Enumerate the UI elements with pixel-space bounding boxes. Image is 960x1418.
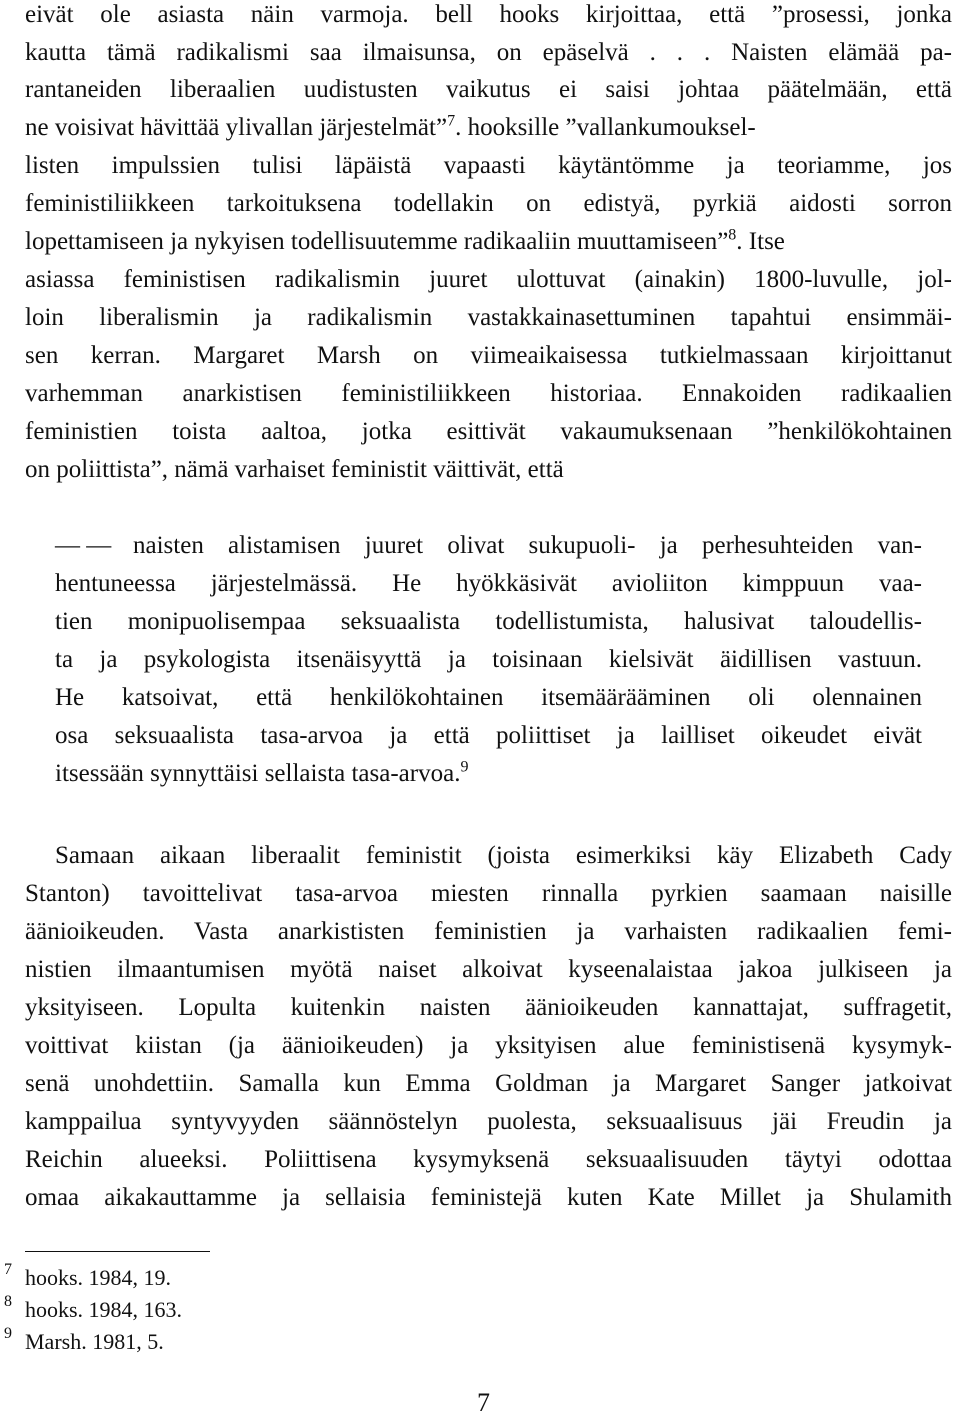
body-line: omaa aikakauttamme ja sellaisia feministejä kuten Kate Millet ja Shulamith: [25, 1184, 952, 1211]
body-line: asiassa feministisen radikalismin juuret ulottuvat (ainakin) 1800-luvulle, jol-: [25, 266, 952, 293]
footnote-text: hooks. 1984, 163.: [25, 1297, 183, 1322]
body-line: sen kerran. Margaret Marsh on viimeaikaisessa tutkielmassaan kirjoittanut: [25, 342, 952, 369]
quote-text-part: itsessään synnyttäisi sellaista tasa-arvoa.: [55, 760, 461, 787]
body-line: äänioikeuden. Vasta anarkististen feministien ja varhaisten radikaalien femi-: [25, 918, 952, 945]
body-line: yksityiseen. Lopulta kuitenkin naisten äänioikeuden kannattajat, suffragetit,: [25, 994, 952, 1021]
footnote-number: 7: [4, 1261, 12, 1278]
body-line: eivät ole asiasta näin varmoja. bell hooks kirjoittaa, että ”prosessi, jonka: [25, 1, 952, 28]
body-text-part: . Itse: [736, 228, 785, 255]
body-line: voittivat kiistan (ja äänioikeuden) ja yksityisen alue feministisenä kysymyk-: [25, 1032, 952, 1059]
quote-dash: — —: [55, 532, 112, 559]
body-line: [25, 227, 952, 257]
footnote-ref: 8: [728, 226, 737, 244]
quote-line: osa seksuaalista tasa-arvoa ja että poliittiset ja lailliset oikeudet eivät: [55, 722, 922, 749]
body-line: kautta tämä radikalismi saa ilmaisunsa, on epäselvä . . . Naisten elämää pa-: [25, 39, 952, 66]
quote-line: [55, 759, 468, 789]
quote-line: ta ja psykologista itsenäisyyttä ja toisinaan kielsivät äidillisen vastuun.: [55, 646, 922, 673]
body-line: nistien ilmaantumisen myötä naiset alkoivat kyseenalaistaa jakoa julkiseen ja: [25, 956, 952, 983]
footnote-ref: 9: [460, 758, 469, 776]
body-line: kamppailua syntyvyyden säännöstelyn puolesta, seksuaalisuus jäi Freudin ja: [25, 1108, 952, 1135]
body-text-part: lopettamiseen ja nykyisen todellisuutemme radikaaliin muuttamiseen”: [25, 228, 729, 255]
body-line: rantaneiden liberaalien uudistusten vaikutus ei saisi johtaa päätelmään, että: [25, 76, 952, 103]
body-line: loin liberalismin ja radikalismin vastakkainasettuminen tapahtui ensimmäi-: [25, 304, 952, 331]
body-text-part: . hooksille ”vallankumouksel-: [455, 114, 756, 141]
page-number: 7: [477, 1388, 490, 1417]
body-line: senä unohdettiin. Samalla kun Emma Goldman ja Margaret Sanger jatkoivat: [25, 1070, 952, 1097]
footnote-text: hooks. 1984, 19.: [25, 1265, 172, 1290]
quote-line: naisten alistamisen juuret olivat sukupuoli- ja perhesuhteiden van-: [133, 532, 922, 559]
body-text-part: ne voisivat hävittää ylivallan järjestelmät”: [25, 114, 448, 141]
quote-line: tien monipuolisempaa seksuaalista todellistumista, halusivat taloudellis-: [55, 608, 922, 635]
body-line: [25, 113, 952, 143]
footnote-text: Marsh. 1981, 5.: [25, 1329, 164, 1354]
footnote-number: 8: [4, 1293, 12, 1310]
body-line: Reichin alueeksi. Poliittisena kysymyksenä seksuaalisuuden täytyi odottaa: [25, 1146, 952, 1173]
body-line: Stanton) tavoittelivat tasa-arvoa miesten rinnalla pyrkien saamaan naisille: [25, 880, 952, 907]
body-line: listen impulssien tulisi läpäistä vapaasti käytäntömme ja teoriamme, jos: [25, 152, 952, 179]
body-line: feministien toista aaltoa, jotka esittivät vakaumuksenaan ”henkilökohtainen: [25, 418, 952, 445]
footnote-number: 9: [4, 1325, 12, 1342]
footnote-divider: [25, 1251, 210, 1252]
body-line: Samaan aikaan liberaalit feministit (joista esimerkiksi käy Elizabeth Cady: [55, 842, 952, 869]
quote-line: He katsoivat, että henkilökohtainen itsemäärääminen oli olennainen: [55, 684, 922, 711]
body-line: varhemman anarkistisen feministiliikkeen historiaa. Ennakoiden radikaalien: [25, 380, 952, 407]
body-line: on poliittista”, nämä varhaiset feministit väittivät, että: [25, 456, 564, 483]
quote-line: hentuneessa järjestelmässä. He hyökkäsivät avioliiton kimppuun vaa-: [55, 570, 922, 597]
body-line: feministiliikkeen tarkoituksena todellakin on edistyä, pyrkiä aidosti sorron: [25, 190, 952, 217]
footnote-ref: 7: [447, 112, 456, 130]
body-text: [25, 113, 756, 143]
